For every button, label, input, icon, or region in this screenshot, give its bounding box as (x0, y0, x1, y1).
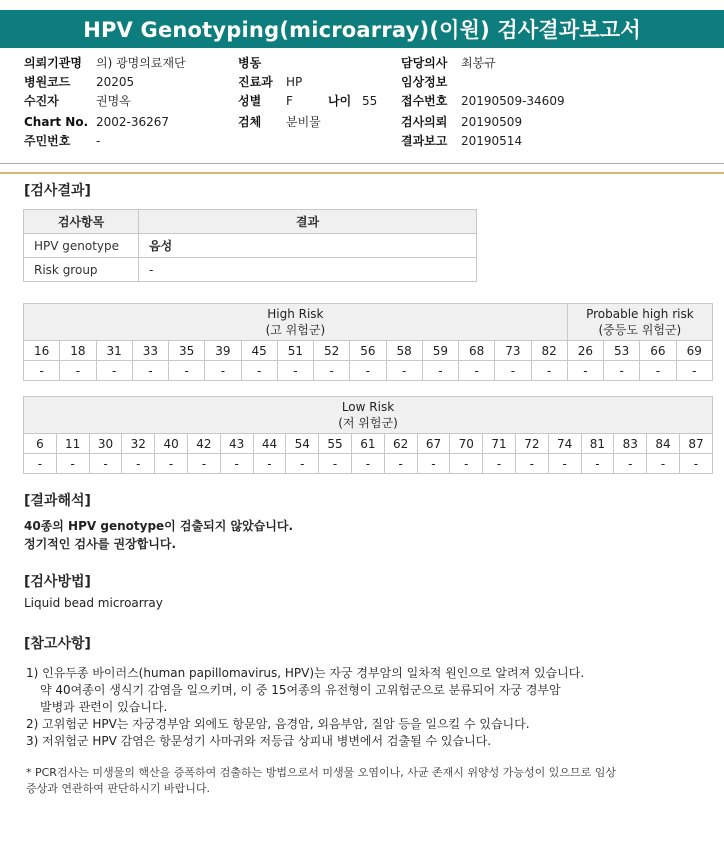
genotype-result: - (548, 454, 581, 474)
resident-number-label: 주민번호 (24, 134, 71, 148)
genotype-number: 30 (89, 434, 122, 454)
genotype-number: 54 (286, 434, 319, 454)
genotype-number: 83 (614, 434, 647, 454)
genotype-number: 84 (647, 434, 680, 454)
genotype-result: - (286, 454, 319, 474)
low-risk-label: Low Risk (341, 400, 395, 414)
physician-value: 최봉규 (461, 56, 496, 70)
genotype-result: - (422, 361, 458, 381)
patient-header (0, 54, 724, 164)
physician-label: 담당의사 (401, 56, 448, 70)
genotype-number: 68 (459, 341, 495, 361)
hospital-code-label: 병원코드 (24, 75, 71, 89)
genotype-number: 31 (96, 341, 132, 361)
references-section-title: [참고사항] (24, 636, 91, 652)
probable-high-risk-label: Probable high risk (586, 307, 694, 321)
probable-high-risk-sublabel: (중등도 위험군) (598, 323, 682, 337)
department-value: HP (286, 75, 303, 89)
genotype-number: 56 (350, 341, 386, 361)
resident-number-value: - (96, 134, 101, 148)
genotype-result: - (417, 454, 450, 474)
genotype-result: - (350, 361, 386, 381)
section-divider (0, 172, 724, 174)
genotype-number: 62 (384, 434, 417, 454)
high-risk-sublabel: (고 위험군) (265, 323, 326, 337)
risk-group-result: - (139, 258, 477, 282)
genotype-result: - (640, 361, 676, 381)
genotype-number: 11 (56, 434, 89, 454)
accession-number-value: 20190509-34609 (461, 94, 565, 108)
genotype-number: 87 (679, 434, 712, 454)
header-divider (0, 163, 724, 164)
genotype-number: 40 (155, 434, 188, 454)
genotype-number: 53 (604, 341, 640, 361)
table-row (24, 234, 477, 258)
specimen-value: 분비물 (286, 115, 321, 129)
genotype-number: 71 (483, 434, 516, 454)
genotype-number: 61 (351, 434, 384, 454)
accession-number-label: 접수번호 (401, 94, 448, 108)
hpv-genotype-result: 음성 (139, 234, 477, 258)
table-row (24, 258, 477, 282)
col-test-item: 검사항목 (24, 210, 139, 234)
genotype-result: - (24, 454, 57, 474)
genotype-number: 58 (386, 341, 422, 361)
chart-no-value: 2002-36267 (96, 115, 170, 129)
low-risk-genotype-table (23, 396, 713, 474)
referring-institution-value: 의) 광명의료재단 (96, 56, 186, 70)
sex-label: 성별 (238, 94, 262, 108)
genotype-number: 59 (422, 341, 458, 361)
genotype-result: - (384, 454, 417, 474)
high-risk-group-header (24, 304, 568, 341)
result-section-title: [검사결과] (24, 183, 91, 199)
genotype-number: 51 (277, 341, 313, 361)
genotype-result: - (220, 454, 253, 474)
genotype-number: 39 (205, 341, 241, 361)
genotype-result: - (483, 454, 516, 474)
genotype-result: - (351, 454, 384, 474)
genotype-result: - (647, 454, 680, 474)
request-date-label: 검사의뢰 (401, 115, 448, 129)
specimen-label: 검체 (238, 115, 262, 129)
reference-line: 약 40여종이 생식기 감염을 일으키며, 이 중 15여종의 유전형이 고위험군으로 분류되어 자궁 경부암 (40, 683, 561, 697)
genotype-result: - (187, 454, 220, 474)
genotype-number: 70 (450, 434, 483, 454)
genotype-result: - (386, 361, 422, 381)
low-risk-sublabel: (저 위험군) (338, 416, 398, 430)
genotype-number: 18 (60, 341, 96, 361)
genotype-result: - (89, 454, 122, 474)
high-risk-genotype-table (23, 303, 713, 381)
risk-group-label: Risk group (24, 258, 139, 282)
genotype-number: 42 (187, 434, 220, 454)
chart-no-label: Chart No. (24, 115, 89, 129)
genotype-result: - (132, 361, 168, 381)
genotype-result: - (495, 361, 531, 381)
references-list (26, 665, 716, 750)
genotype-number: 6 (24, 434, 57, 454)
age-label: 나이 (328, 94, 352, 108)
genotype-number: 35 (169, 341, 205, 361)
genotype-result: - (604, 361, 640, 381)
patient-name-value: 권명옥 (96, 94, 131, 108)
genotype-result: - (169, 361, 205, 381)
pcr-footnote (26, 765, 716, 797)
footnote-line-1: * PCR검사는 미생물의 핵산을 증폭하여 검출하는 방법으로서 미생물 오염이나, 사균 존재시 위양성 가능성이 있으므로 임상 (26, 766, 616, 779)
method-section-title: [검사방법] (24, 574, 91, 590)
department-label: 진료과 (238, 75, 273, 89)
genotype-result: - (241, 361, 277, 381)
genotype-result: - (122, 454, 155, 474)
genotype-number: 81 (581, 434, 614, 454)
reference-line: 발병과 관련이 있습니다. (40, 700, 168, 714)
genotype-result: - (24, 361, 60, 381)
genotype-result: - (450, 454, 483, 474)
reference-line: 3) 저위험군 HPV 감염은 항문성기 사마귀와 저등급 상피내 병변에서 검출될 수 있습니다. (26, 734, 492, 748)
genotype-result: - (253, 454, 286, 474)
hpv-genotype-label: HPV genotype (24, 234, 139, 258)
method-text: Liquid bead microarray (24, 596, 163, 610)
high-risk-label: High Risk (267, 307, 324, 321)
genotype-number: 55 (319, 434, 352, 454)
genotype-result: - (155, 454, 188, 474)
hospital-code-value: 20205 (96, 75, 135, 89)
genotype-number: 52 (314, 341, 350, 361)
genotype-result: - (205, 361, 241, 381)
genotype-result: - (515, 454, 548, 474)
genotype-result: - (277, 361, 313, 381)
genotype-result: - (319, 454, 352, 474)
ward-label: 병동 (238, 56, 262, 70)
genotype-result: - (614, 454, 647, 474)
genotype-number: 74 (548, 434, 581, 454)
age-value: 55 (362, 94, 378, 108)
col-result: 결과 (139, 210, 477, 234)
genotype-number: 69 (676, 341, 713, 361)
genotype-result: - (581, 454, 614, 474)
genotype-result: - (567, 361, 603, 381)
genotype-number: 33 (132, 341, 168, 361)
genotype-result: - (60, 361, 96, 381)
interpretation-section-title: [결과해석] (24, 493, 91, 509)
genotype-number: 45 (241, 341, 277, 361)
interpretation-line-1: 40종의 HPV genotype이 검출되지 않았습니다. (24, 519, 294, 533)
patient-name-label: 수진자 (24, 94, 59, 108)
genotype-result: - (531, 361, 567, 381)
clinical-info-label: 임상정보 (401, 75, 448, 89)
genotype-result: - (676, 361, 713, 381)
result-table (23, 209, 477, 282)
genotype-number: 43 (220, 434, 253, 454)
report-date-value: 20190514 (461, 134, 523, 148)
genotype-result: - (679, 454, 712, 474)
footnote-line-2: 증상과 연관하여 판단하시기 바랍니다. (26, 782, 211, 795)
report-title: HPV Genotyping(microarray)(이원) 검사결과보고서 (0, 10, 724, 48)
result-table-header (24, 210, 477, 234)
genotype-result: - (314, 361, 350, 381)
genotype-number: 32 (122, 434, 155, 454)
low-risk-group-header (24, 397, 713, 434)
genotype-number: 16 (24, 341, 60, 361)
genotype-number: 72 (515, 434, 548, 454)
request-date-value: 20190509 (461, 115, 523, 129)
genotype-number: 26 (567, 341, 603, 361)
genotype-number: 66 (640, 341, 676, 361)
reference-line: 2) 고위험군 HPV는 자궁경부암 외에도 항문암, 음경암, 외음부암, 질암 등을 일으킬 수 있습니다. (26, 717, 530, 731)
referring-institution-label: 의뢰기관명 (24, 56, 82, 70)
genotype-result: - (96, 361, 132, 381)
genotype-number: 67 (417, 434, 450, 454)
genotype-result: - (56, 454, 89, 474)
genotype-number: 82 (531, 341, 567, 361)
probable-high-risk-group-header (567, 304, 712, 341)
reference-line: 1) 인유두종 바이러스(human papillomavirus, HPV)는 자궁 경부암의 일차적 원인으로 알려져 있습니다. (26, 666, 585, 680)
interpretation-line-2: 정기적인 검사를 권장합니다. (24, 537, 177, 551)
genotype-result: - (459, 361, 495, 381)
report-date-label: 결과보고 (401, 134, 448, 148)
genotype-number: 73 (495, 341, 531, 361)
genotype-number: 44 (253, 434, 286, 454)
sex-value: F (286, 94, 293, 108)
